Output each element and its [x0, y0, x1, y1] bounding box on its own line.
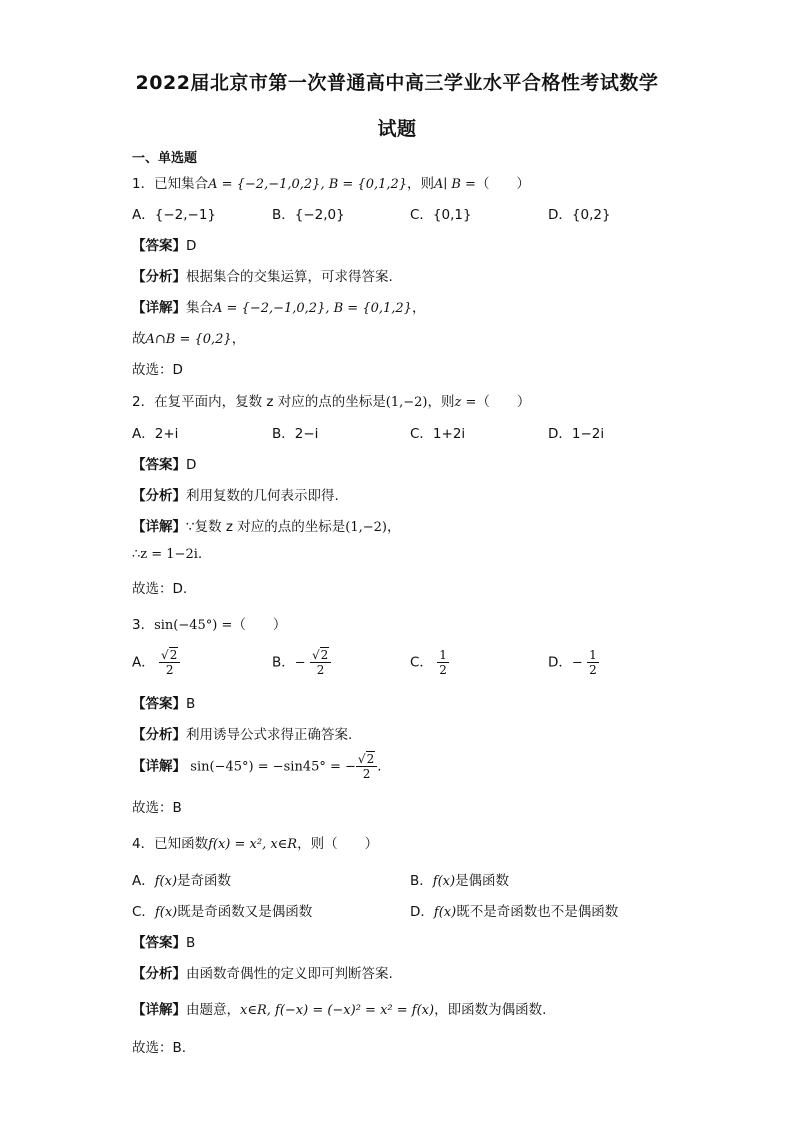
fraction-1-over-2: $\frac{1}{2}$: [589, 648, 597, 677]
question-2-answer: 【答案】D: [132, 457, 197, 473]
question-1-conclusion: 故选：D: [132, 362, 183, 378]
question-1-detail: 【详解】集合A = {−2,−1,0,2}, B = {0,1,2}，: [132, 300, 426, 316]
question-4-option-b: B．f(x)是偶函数: [410, 873, 510, 889]
fraction-1-over-2: $\frac{1}{2}$: [439, 648, 447, 677]
question-2-detail: 【详解】∵复数 z 对应的点的坐标是(1,−2)，: [132, 519, 401, 535]
question-4-answer: 【答案】B: [132, 935, 196, 951]
question-4-detail: 【详解】由题意，x∈R, f(−x) = (−x)² = x² = f(x)，即函数为偶函数.: [132, 1002, 547, 1018]
question-2-option-d: D．1−2i: [548, 426, 605, 442]
question-1-analysis: 【分析】根据集合的交集运算，可求得答案.: [132, 269, 393, 285]
question-2-option-a: A．2+i: [132, 426, 179, 442]
question-3-stem: 3．sin(−45°) =（ ）: [132, 617, 287, 633]
question-3-option-d: D．− $\frac{1}{2}$: [548, 648, 597, 677]
question-2-option-c: C．1+2i: [410, 426, 466, 442]
fraction-sqrt2-over-2: $\frac{√2}{2}$: [356, 752, 377, 781]
question-4-conclusion: 故选：B.: [132, 1040, 187, 1056]
question-3-conclusion: 故选：B: [132, 800, 182, 816]
question-3-option-b: B．− $\frac{√2}{2}$: [272, 648, 331, 677]
question-2-analysis: 【分析】利用复数的几何表示即得.: [132, 488, 339, 504]
question-4-stem: 4．已知函数f(x) = x², x∈R，则（ ）: [132, 836, 379, 852]
question-1-stem: 1．已知集合A = {−2,−1,0,2}, B = {0,1,2}，则A∣ B =（ ）: [132, 176, 530, 192]
question-4-option-a: A．f(x)是奇函数: [132, 873, 232, 889]
question-4-analysis: 【分析】由函数奇偶性的定义即可判断答案.: [132, 966, 393, 982]
question-3-option-c: C． $\frac{1}{2}$: [410, 648, 447, 677]
question-4-option-d: D．f(x)既不是奇函数也不是偶函数: [410, 904, 619, 920]
question-1-option-a: A．{−2,−1}: [132, 207, 217, 223]
question-3-detail: 【详解】 sin(−45°) = −sin45° = − $\frac{√2}{2}$ .: [132, 752, 382, 781]
document-title-continued: 试题: [377, 118, 417, 140]
question-3-answer: 【答案】B: [132, 696, 196, 712]
question-2-detail-line2: ∴z = 1−2i.: [132, 546, 203, 562]
fraction-sqrt2-over-2: $\frac{√2}{2}$: [159, 648, 180, 677]
question-2-option-b: B．2−i: [272, 426, 319, 442]
question-1-option-c: C．{0,1}: [410, 207, 472, 223]
question-2-conclusion: 故选：D.: [132, 581, 188, 597]
question-4-option-c: C．f(x)既是奇函数又是偶函数: [132, 904, 313, 920]
question-1-option-b: B．{−2,0}: [272, 207, 345, 223]
question-1-detail-line2: 故A∩B = {0,2}，: [132, 331, 246, 347]
question-3-analysis: 【分析】利用诱导公式求得正确答案.: [132, 727, 353, 743]
question-2-stem: 2．在复平面内，复数 z 对应的点的坐标是(1,−2)，则z =（ ）: [132, 394, 531, 410]
question-1-option-d: D．{0,2}: [548, 207, 611, 223]
section-heading: 一、单选题: [132, 151, 198, 166]
fraction-sqrt2-over-2: $\frac{√2}{2}$: [310, 648, 331, 677]
question-3-option-a: A． $\frac{√2}{2}$: [132, 648, 180, 677]
question-1-answer: 【答案】D: [132, 238, 197, 254]
document-title: 2022届北京市第一次普通高中高三学业水平合格性考试数学: [135, 72, 659, 94]
